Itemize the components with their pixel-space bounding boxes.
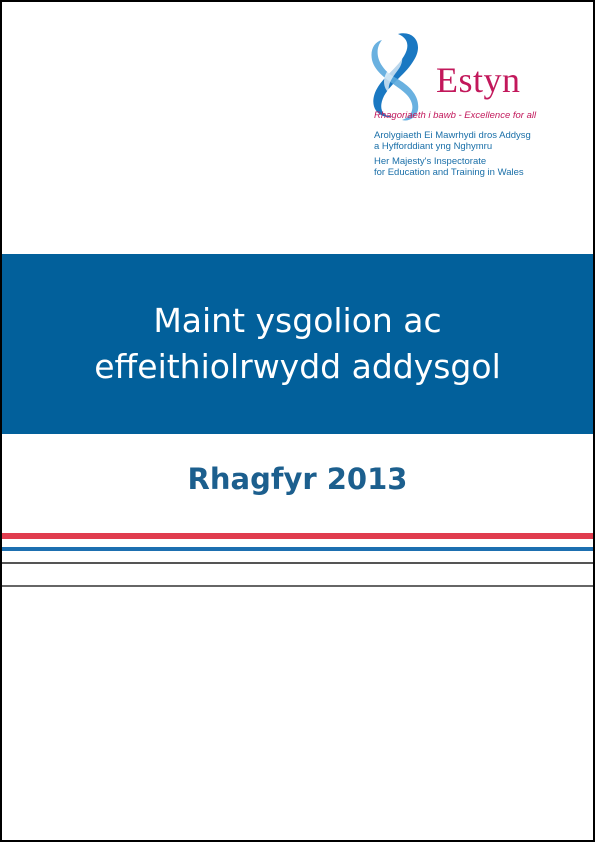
estyn-logo	[362, 30, 572, 180]
red-divider	[2, 533, 593, 539]
logo-line-welsh-1: Arolygiaeth Ei Mawrhydi dros Addysg	[374, 130, 531, 141]
logo-tagline: Rhagoriaeth i bawb - Excellence for all	[374, 110, 537, 121]
blue-divider	[2, 547, 593, 551]
grey-divider-1	[2, 562, 593, 564]
logo-line-english-1: Her Majesty's Inspectorate	[374, 156, 487, 167]
grey-divider-2	[2, 585, 593, 587]
logo-line-welsh-2: a Hyfforddiant yng Nghymru	[374, 141, 493, 152]
publication-date: Rhagfyr 2013	[187, 462, 408, 496]
estyn-swirl-icon	[362, 30, 434, 122]
title-line-1: Maint ysgolion ac	[153, 301, 442, 340]
logo-wordmark: Estyn	[436, 60, 521, 100]
title-line-2: effeithiolrwydd addysgol	[94, 347, 501, 386]
logo-line-english-2: for Education and Training in Wales	[374, 167, 524, 178]
title-band	[2, 254, 593, 434]
